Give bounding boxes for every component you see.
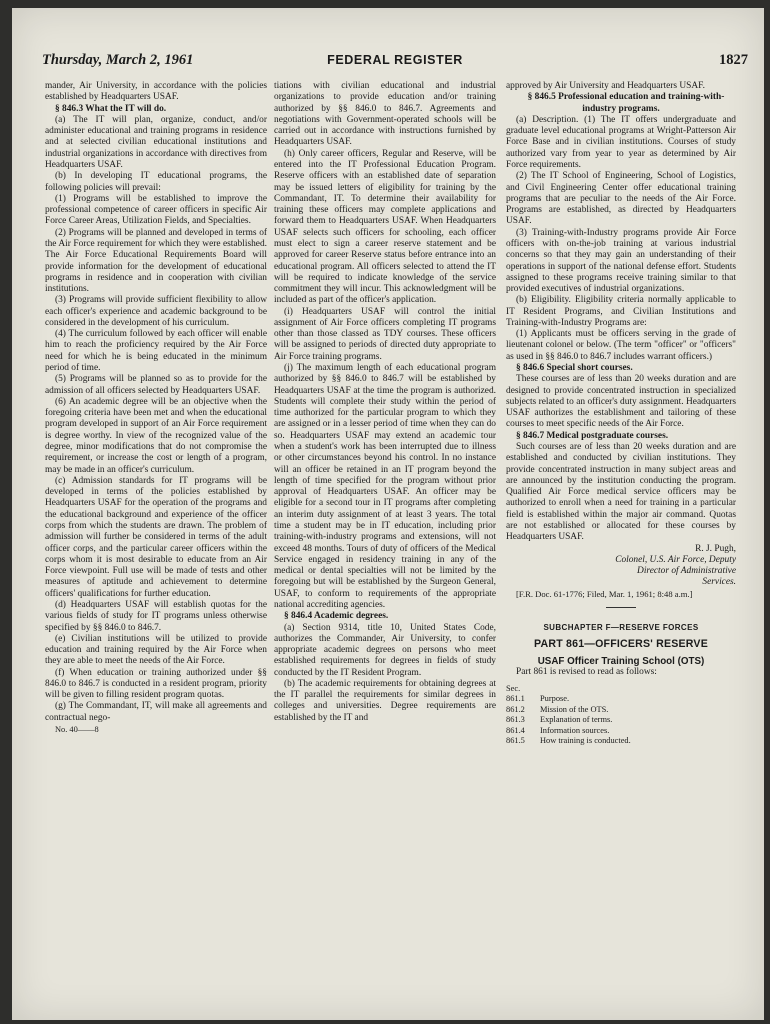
- toc-number: 861.1: [506, 694, 525, 704]
- paragraph: (a) Description. (1) The IT offers undergraduate and graduate level educational programs at Wright-Patterson Air Force Base and in civilian institutions. Courses of study authorized vary from year to year as determined by Air Force requirements.: [506, 114, 736, 170]
- toc-row: [506, 715, 736, 725]
- signer-title: Colonel, U.S. Air Force, Deputy: [615, 554, 736, 565]
- paragraph: (a) Section 9314, title 10, United States Code, authorizes the Commander, Air University, to confer appropriate academic degrees on persons who meet established requirements for degrees in fields of study conducted by the IT Resident Program.: [274, 622, 496, 678]
- paragraph: (6) An academic degree will be an objective when the foregoing criteria have been met and when the educational program developed in support of an Air Force requirement is degree worthy. In view of the recognized value of the degree, minor modifications that do not compromise the requirement, or increase the cost or length of a program, may be made in an officer's curriculum.: [45, 396, 267, 475]
- paragraph: Such courses are of less than 20 weeks duration and are established and conducted by civilian institutions. They provide concentrated instruction in many subject areas and are announced by the institution conducting the program. Qualified Air Force medical service officers may be authorized to enroll when a need for training in a particular field is established within the major air command. Quotas are not established or allocated for these courses by Headquarters USAF.: [506, 442, 736, 543]
- signer-title: Services.: [702, 577, 736, 588]
- paragraph: (b) In developing IT educational programs, the following policies will prevail:: [45, 171, 267, 193]
- footer-mark: No. 40——8: [55, 725, 99, 735]
- table-of-contents: [506, 684, 736, 746]
- page-header: [42, 52, 748, 74]
- paragraph: (1) Applicants must be officers serving in the grade of lieutenant colonel or below. (The term "officer" or "officers" as used in §§ 846.0 to 846.7 includes warrant officers.): [506, 329, 736, 362]
- part-heading: PART 861—OFFICERS' RESERVE: [534, 638, 708, 651]
- section-heading-846-6: § 846.6 Special short courses.: [516, 363, 633, 374]
- page-number: 1827: [719, 52, 748, 68]
- toc-number: 861.2: [506, 704, 525, 714]
- toc-row: [506, 736, 736, 746]
- section-heading-846-3: § 846.3 What the IT will do.: [55, 103, 167, 114]
- paragraph: (d) Headquarters USAF will establish quotas for the various fields of study for IT programs unless otherwise specified by §§ 846.0 to 846.7.: [45, 599, 267, 633]
- section-heading-846-7: § 846.7 Medical postgraduate courses.: [516, 430, 669, 441]
- paragraph: These courses are of less than 20 weeks duration and are designed to provide concentrated instruction in specialized subjects related to an officer's duty assignment. Headquarters USAF authorizes the establishment and tailoring of these courses to meet specific needs of the Air Force.: [506, 374, 736, 430]
- signer-name: R. J. Pugh,: [695, 543, 736, 554]
- paragraph: (5) Programs will be planned so as to provide for the admission of all officers selected by Headquarters USAF.: [45, 374, 267, 396]
- toc-title: Purpose.: [540, 694, 570, 704]
- document-page: [12, 8, 764, 1020]
- paragraph: approved by Air University and Headquarters USAF.: [506, 81, 705, 91]
- toc-row: [506, 694, 736, 704]
- divider: [606, 607, 636, 608]
- signer-title: Director of Administrative: [637, 566, 736, 577]
- ots-heading: USAF Officer Training School (OTS): [537, 655, 705, 667]
- paragraph: (a) The IT will plan, organize, conduct, and/or administer educational and training programs in residence and at selected civilian educational institutions and industrial organizations in accordance with directives from Headquarters USAF.: [45, 114, 267, 170]
- toc-title: Information sources.: [540, 725, 610, 735]
- column-3: [506, 81, 736, 1011]
- toc-number: 861.4: [506, 725, 525, 735]
- section-heading-846-5: § 846.5 Professional education and training-with-industry programs.: [527, 92, 725, 114]
- paragraph: tiations with civilian educational and industrial organizations to provide education and/or training authorized by §§ 846.0 to 846.7. Agreements and negotiations with Government-operated schools will be carried out in accordance with instructions furnished by Headquarters USAF.: [274, 81, 496, 148]
- paragraph: (j) The maximum length of each educational program authorized by §§ 846.0 to 846.7 will be established by Headquarters USAF at the time the program is authorized. Students will complete their study within the period of time authorized for the particular program to which they are assigned or in a lesser period of time when they can do so. Headquarters USAF may extend an academic tour when a student's work has been interrupted due to illness or other circumstances beyond his control. In no instance will an officer be retained in an IT program beyond the length of time specified for the program without prior approval of Headquarters USAF. An officer may be eligible for a second tour in IT programs after completing an interim duty assignment of at least 3 years. The total time a student may be in IT education, including prior training-with-industry programs and extensions, will not exceed 48 months. Tours of duty of officers of the Medical Service engaged in residency training in any of the medical or dental specialties will not be limited by the foregoing but will be established by the Surgeon General, USAF, to conform to requirements of the appropriate national accrediting agencies.: [274, 363, 496, 610]
- paragraph: (4) The curriculum followed by each officer will enable him to reach the proficiency required by the Air Force need for which he is being educated in the minimum period of time.: [45, 329, 267, 374]
- column-1: [45, 81, 267, 1011]
- header-title: FEDERAL REGISTER: [327, 53, 463, 67]
- toc-row: [506, 726, 736, 736]
- paragraph: mander, Air University, in accordance with the policies established by Headquarters USAF.: [45, 81, 267, 103]
- toc-title: Mission of the OTS.: [540, 704, 609, 714]
- paragraph: (3) Programs will provide sufficient flexibility to allow each officer's experience and academic background to be considered in the development of his curriculum.: [45, 295, 267, 328]
- toc-row: [506, 705, 736, 715]
- paragraph: (2) The IT School of Engineering, School of Logistics, and Civil Engineering Center offer educational training programs that are peculiar to the needs of the Air Force. Programs are established, as directed by Headquarters USAF.: [506, 171, 736, 227]
- paragraph: (2) Programs will be planned and developed in terms of the Air Force requirement for which they were established. The Air Force Educational Requirements Board will provide information for the development of educational programs in residence and in cooperation with civilian institutions.: [45, 227, 267, 295]
- column-2: [274, 81, 496, 1011]
- paragraph: (c) Admission standards for IT programs will be developed in terms of the policies established by Headquarters USAF for the operation of the programs and the educational background and experience of the officer corps from which the students are drawn. The problem of admission will further be considered in terms of the adult officer corps, and the particular career officers within the corps whom it is most desirable to educate from an Air Force viewpoint. Full use will be made of tests and other measures of aptitude and achievement to determine officers' qualifications for further education.: [45, 475, 267, 599]
- section-heading-846-4: § 846.4 Academic degrees.: [284, 611, 389, 622]
- header-date: Thursday, March 2, 1961: [42, 52, 194, 68]
- subchapter-heading: SUBCHAPTER F—RESERVE FORCES: [543, 622, 699, 632]
- paragraph: (b) The academic requirements for obtaining degrees at the IT parallel the requirements for similar degrees in colleges and universities. Degree requirements are established by the IT and: [274, 678, 496, 723]
- toc-number: 861.3: [506, 715, 525, 725]
- paragraph: (g) The Commandant, IT, will make all agreements and contractual nego-: [45, 701, 267, 723]
- toc-title: Explanation of terms.: [540, 715, 613, 725]
- paragraph: (h) Only career officers, Regular and Reserve, will be entered into the IT Professional Education Program. Reserve officers with an established date of separation may be issued letters of eligibility for training by the Commandant, IT. To determine their availability for training these officers may complete applications and forward them to Headquarters USAF. When Headquarters USAF selects such officers for schooling, each officer must elect to sign a career reserve statement and be approved for career Reserve status before entrance into an educational program. All officers selected to attend the IT will be required to indicate knowledge of the service commitment they will incur. This acknowledgment will be included as part of the officer's application.: [274, 148, 496, 306]
- toc-sec-label: Sec.: [506, 684, 521, 694]
- fr-doc-citation: [F.R. Doc. 61-1776; Filed, Mar. 1, 1961; 8:48 a.m.]: [516, 588, 693, 599]
- paragraph: (i) Headquarters USAF will control the initial assignment of Air Force officers completing IT programs other than those classed as TDY courses. These officers will be assigned to periods of directed duty appropriate to Air Force training programs.: [274, 306, 496, 362]
- toc-title: How training is conducted.: [540, 736, 631, 746]
- paragraph: Part 861 is revised to read as follows:: [516, 666, 657, 677]
- paragraph: (f) When education or training authorized under §§ 846.0 to 846.7 is conducted in a resident program, priority will be given to filling resident program quotas.: [45, 667, 267, 701]
- paragraph: (b) Eligibility. Eligibility criteria normally applicable to IT Resident Programs, and Civilian Institutions and Training-with-Industry Programs are:: [506, 295, 736, 328]
- paragraph: (3) Training-with-Industry programs provide Air Force officers with on-the-job training at various industrial concerns so that they may gain an understanding of their operations in support of the national defense effort. Students assigned to these programs receive training similar to that provided executives of industrial organizations.: [506, 227, 736, 295]
- paragraph: (e) Civilian institutions will be utilized to provide education and training required by the Air Force when they are able to meet the needs of the Air Force.: [45, 633, 267, 667]
- toc-number: 861.5: [506, 736, 525, 746]
- paragraph: (1) Programs will be established to improve the professional competence of career officers in specific Air Force Career Areas, Utilization Fields, and Specialties.: [45, 193, 267, 227]
